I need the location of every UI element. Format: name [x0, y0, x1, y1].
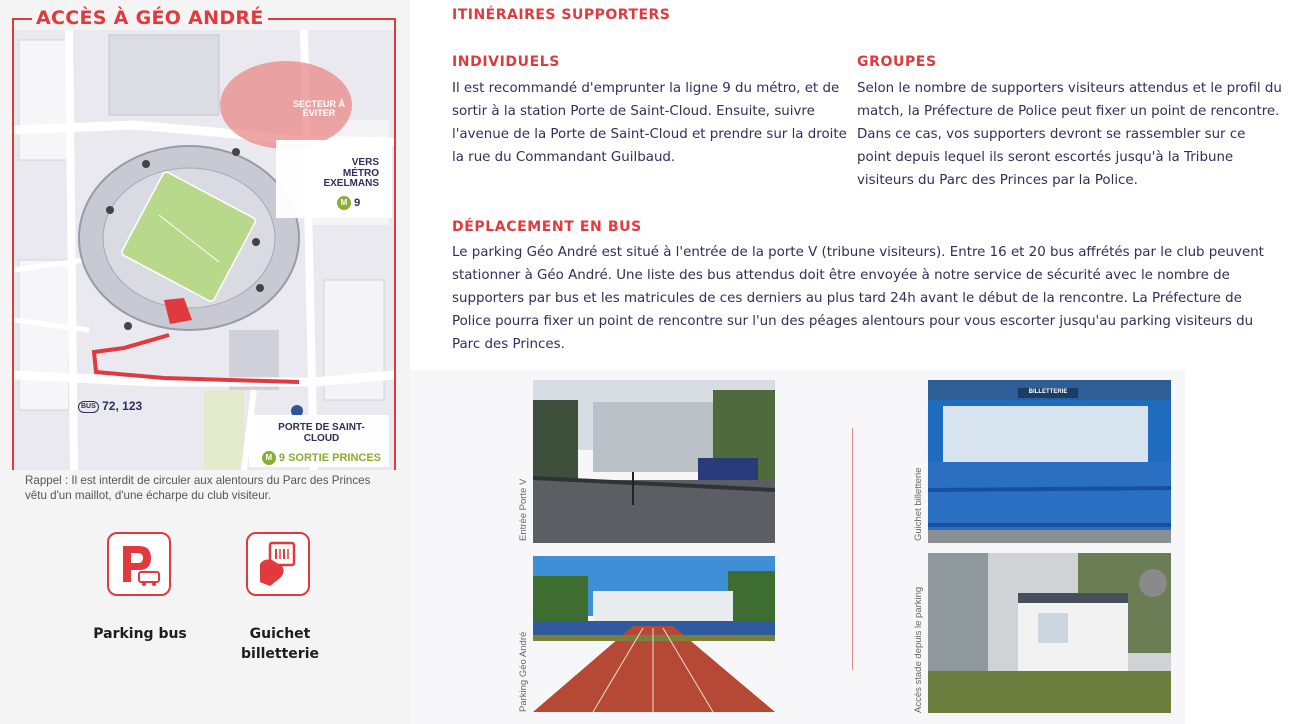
sortie-princes-label — [256, 451, 381, 465]
porte-saint-cloud-label: PORTE DE SAINT-CLOUD — [278, 422, 365, 444]
map-illustration — [14, 30, 394, 470]
sortie-text: 9 SORTIE PRINCES — [278, 451, 381, 464]
avoid-zone-label: SECTEUR À ÉVITER — [292, 99, 345, 119]
photo-acces-stade — [928, 553, 1171, 713]
booth-sign: BILLETTERIE — [1028, 389, 1068, 395]
caption-parking-geo-andre: Parking Géo André — [518, 631, 529, 712]
individuels-heading: INDIVIDUELS — [452, 54, 560, 70]
metro-line-exelmans — [337, 196, 360, 210]
rappel-note: Rappel : Il est interdit de circuler aux alentours du Parc des Princes vêtu d'un maillot, d'une écharpe du club visiteur. — [25, 474, 371, 502]
bus-line-numbers: 72, 123 — [102, 399, 143, 413]
access-map — [14, 30, 394, 470]
bus-lines-label — [78, 400, 142, 413]
metro-icon: M — [337, 196, 351, 210]
groupes-heading: GROUPES — [857, 54, 937, 70]
photo-entree-porte-v — [533, 380, 775, 543]
metro-line-number: 9 — [354, 196, 361, 209]
ticket-booth-icon — [246, 532, 310, 596]
bus-text: Le parking Géo André est situé à l'entrée de la porte V (tribune visiteurs). Entre 16 et 20 bus affrétés par le club peuvent stationner à Géo André. Une liste des bus attendus doit être envoyée à notre service de sécurité avec le nombre de supporters par bus et les matricules de ces derniers au plus tard 24h avant le début de la rencontre. La Préfecture de Police pourra fixer un point de rencontre sur l'un des péages alentours pour vous escorter jusqu'au parking visiteurs du Parc des Princes. — [452, 245, 1264, 352]
groupes-text: Selon le nombre de supporters visiteurs attendus et le profil du match, la Préfecture de Police peut fixer un point de rencontre. Dans ce cas, vos supporters devront se rassembler sur ce point depuis lequel ils seront escortés jusqu'à la Tribune visiteurs du Parc des Princes par la Police. — [857, 81, 1282, 188]
bus-heading: DÉPLACEMENT EN BUS — [452, 219, 642, 235]
exelmans-direction-label: VERS MÉTRO EXELMANS — [323, 157, 379, 189]
bus-icon: BUS — [78, 401, 99, 413]
page-title: ITINÉRAIRES SUPPORTERS — [452, 7, 671, 23]
ticket-booth-caption: Guichet billetterie — [241, 626, 319, 662]
caption-guichet-billetterie: Guichet billetterie — [913, 467, 924, 541]
parking-bus-caption: Parking bus — [93, 626, 187, 642]
caption-entree-porte-v: Entrée Porte V — [518, 478, 529, 541]
photo-guichet-billetterie — [928, 380, 1171, 543]
individuels-text: Il est recommandé d'emprunter la ligne 9 du métro, et de sortir à la station Porte de Saint-Cloud. Ensuite, suivre l'avenue de la Porte de Saint-Cloud et prendre sur la droite la rue du Commandant Guilbaud. — [452, 81, 847, 165]
metro-icon: M — [262, 451, 276, 465]
map-title: ACCÈS À GÉO ANDRÉ — [32, 7, 268, 29]
photo-divider — [852, 428, 853, 670]
photo-parking-geo-andre — [533, 556, 775, 712]
parking-bus-icon — [107, 532, 171, 596]
caption-acces-stade: Accès stade depuis le parking — [913, 586, 924, 713]
